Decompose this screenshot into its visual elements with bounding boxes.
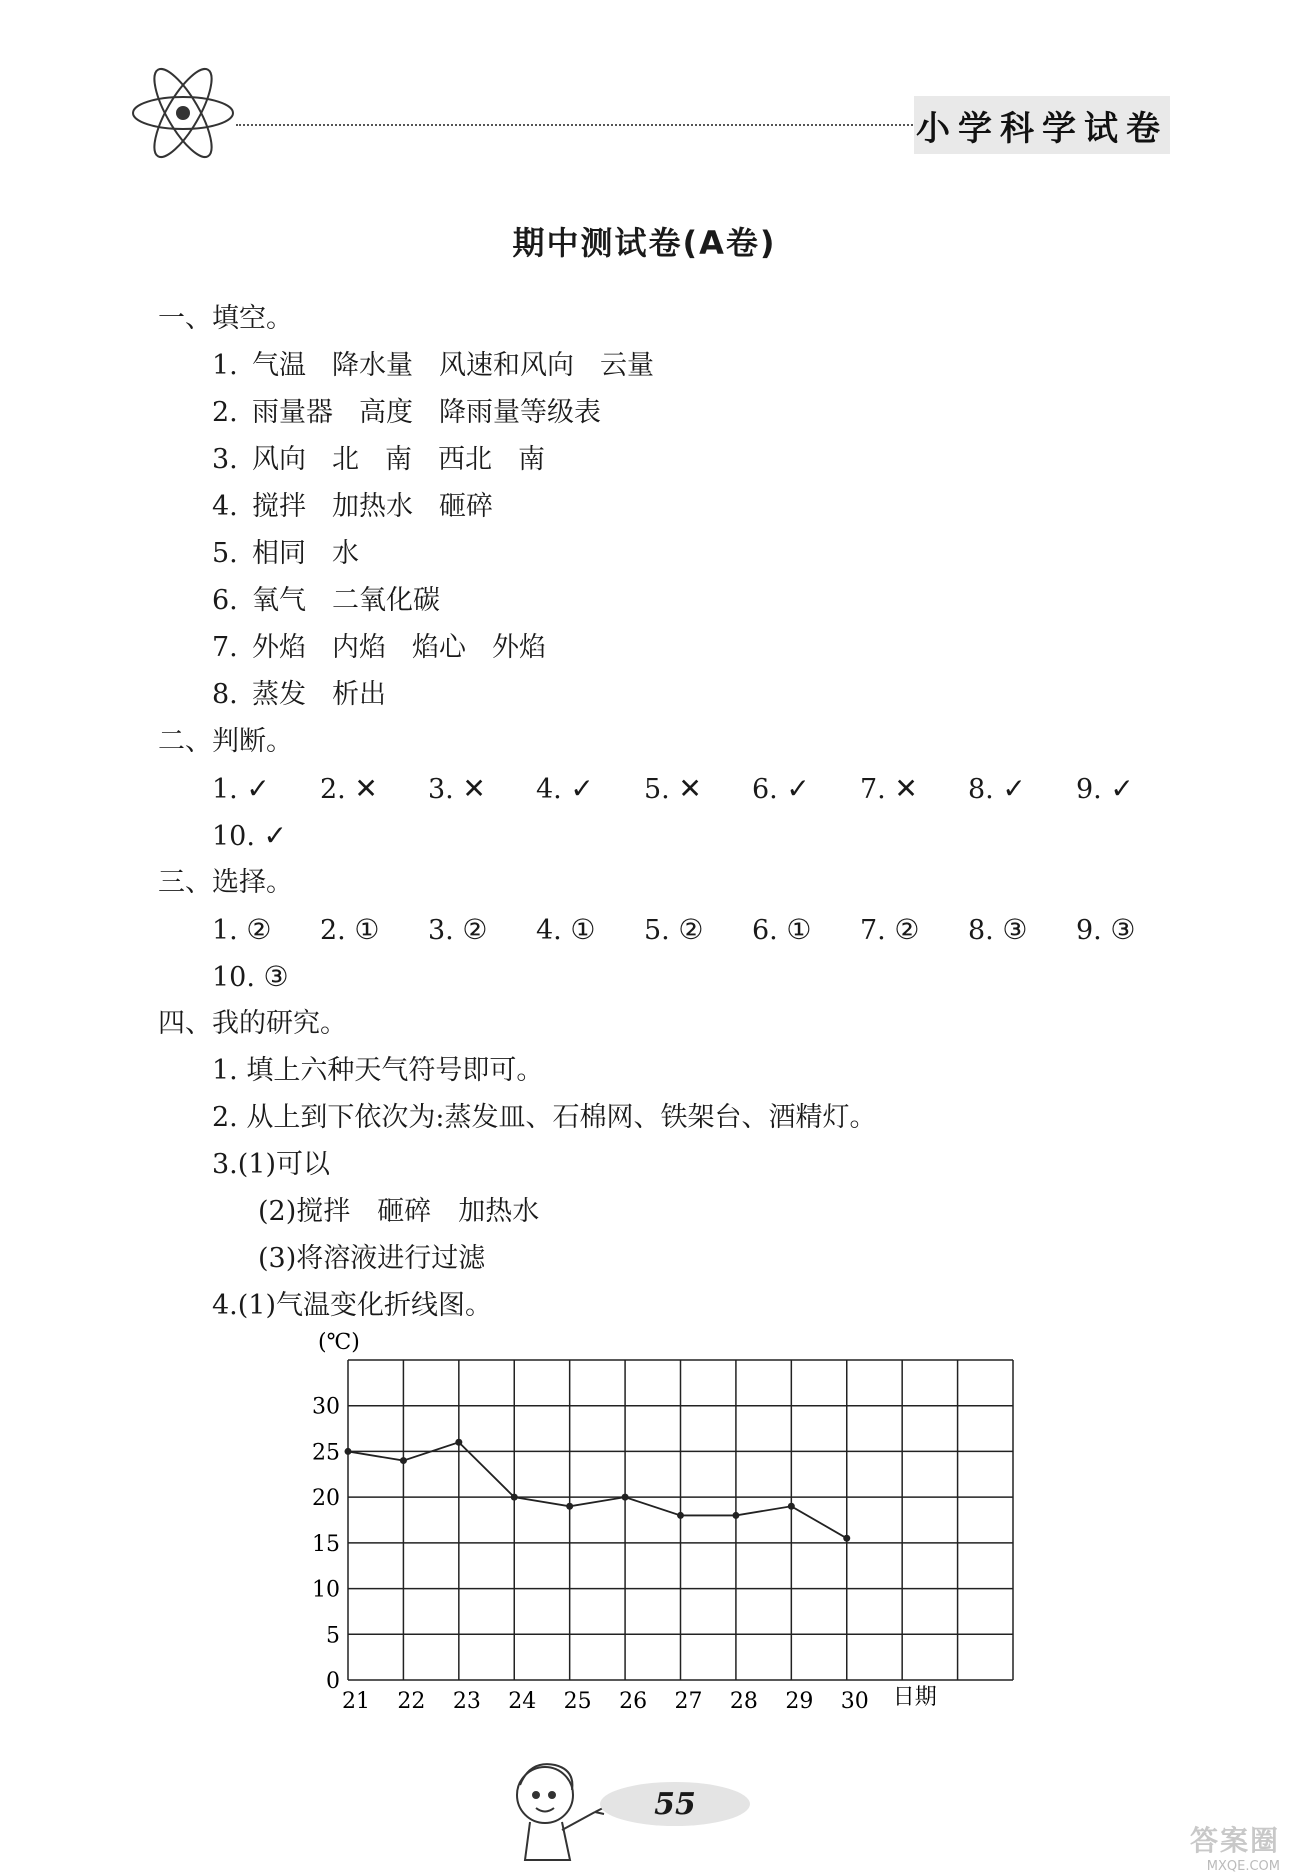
answer-mark bbox=[212, 812, 320, 860]
answer-text: 水 bbox=[332, 538, 359, 569]
page-header bbox=[0, 0, 1289, 180]
mark-symbol: ✕ bbox=[894, 772, 918, 805]
mark-symbol: ① bbox=[786, 913, 812, 946]
mark-symbol: ✓ bbox=[786, 772, 810, 805]
section-heading: 四、我的研究。 bbox=[158, 1008, 347, 1039]
item-number: 6. bbox=[752, 915, 787, 946]
mark-symbol: ③ bbox=[263, 960, 289, 993]
watermark-text: 答案圈 bbox=[1189, 1823, 1280, 1857]
y-tick-label: 20 bbox=[312, 1486, 340, 1512]
mark-symbol: ✓ bbox=[1002, 772, 1026, 805]
item-number: 8. bbox=[212, 679, 238, 710]
answer-text: 降水量 bbox=[332, 350, 413, 381]
answer-text: 外焰 bbox=[492, 632, 546, 663]
judge-row bbox=[158, 812, 1158, 859]
item-number: 2. bbox=[320, 915, 355, 946]
answer-text: 搅拌 bbox=[252, 491, 306, 522]
answer-text: 雨量器 bbox=[252, 397, 333, 428]
answer-text: 高度 bbox=[359, 397, 413, 428]
research-item: 2. 从上到下依次为:蒸发皿、石棉网、铁架台、酒精灯。 bbox=[212, 1102, 877, 1133]
mark-symbol: ③ bbox=[1110, 913, 1136, 946]
answer-mark bbox=[212, 953, 320, 1001]
answer-text: 风向 bbox=[252, 444, 306, 475]
item-number: 9. bbox=[1076, 915, 1111, 946]
fill-blank-item bbox=[158, 389, 1158, 436]
mark-symbol: ③ bbox=[1002, 913, 1028, 946]
answer-content bbox=[158, 295, 1158, 1329]
answer-text: 析出 bbox=[332, 679, 386, 710]
answer-mark bbox=[644, 765, 752, 813]
answer-text: 西北 bbox=[438, 444, 492, 475]
answer-mark bbox=[968, 906, 1076, 954]
mark-symbol: ② bbox=[894, 913, 920, 946]
item-number: 4. bbox=[536, 915, 571, 946]
answer-text: 相同 bbox=[252, 538, 306, 569]
item-number: 5. bbox=[644, 774, 679, 805]
answer-mark bbox=[644, 906, 752, 954]
answer-text: 加热水 bbox=[332, 491, 413, 522]
item-number: 1. bbox=[212, 774, 247, 805]
answer-mark bbox=[320, 906, 428, 954]
item-number: 2. bbox=[212, 397, 238, 428]
mark-symbol: ① bbox=[570, 913, 596, 946]
answer-mark bbox=[212, 906, 320, 954]
header-label: 小学科学试卷 bbox=[914, 96, 1170, 154]
x-tick-label: 22 bbox=[397, 1689, 426, 1714]
item-number: 5. bbox=[212, 538, 238, 569]
page-footer bbox=[0, 1730, 1289, 1875]
data-point bbox=[511, 1494, 518, 1501]
item-number: 8. bbox=[968, 774, 1003, 805]
y-tick-label: 0 bbox=[326, 1669, 340, 1694]
data-point bbox=[400, 1457, 407, 1464]
answer-mark bbox=[752, 906, 860, 954]
item-number: 5. bbox=[644, 915, 679, 946]
answer-text: 降雨量等级表 bbox=[439, 397, 601, 428]
answer-mark bbox=[968, 765, 1076, 813]
item-number: 7. bbox=[212, 632, 238, 663]
x-axis-label: 日期 bbox=[892, 1685, 937, 1710]
answer-text: 二氧化碳 bbox=[332, 585, 440, 616]
research-subitem: (2)搅拌 砸碎 加热水 bbox=[258, 1196, 540, 1227]
data-point bbox=[732, 1512, 739, 1519]
item-number: 7. bbox=[860, 774, 895, 805]
x-tick-label: 30 bbox=[840, 1689, 869, 1714]
item-number: 3. bbox=[428, 915, 463, 946]
temperature-line-chart bbox=[300, 1325, 1060, 1725]
item-number: 8. bbox=[968, 915, 1003, 946]
section-heading: 一、填空。 bbox=[158, 303, 293, 334]
fill-blank-list bbox=[158, 342, 1158, 718]
item-number: 10. bbox=[212, 821, 264, 852]
answer-mark bbox=[428, 765, 536, 813]
data-point bbox=[677, 1512, 684, 1519]
x-tick-label: 23 bbox=[452, 1689, 481, 1714]
series-line bbox=[348, 1442, 847, 1538]
mark-symbol: ✕ bbox=[354, 772, 378, 805]
mark-symbol: ✓ bbox=[1110, 772, 1134, 805]
answer-text: 云量 bbox=[600, 350, 654, 381]
y-tick-label: 15 bbox=[312, 1531, 340, 1557]
x-tick-label: 25 bbox=[563, 1689, 592, 1714]
research-item: 3.(1)可以 bbox=[212, 1149, 331, 1180]
item-number: 9. bbox=[1076, 774, 1111, 805]
answer-mark bbox=[536, 906, 644, 954]
answer-mark bbox=[752, 765, 860, 813]
data-point bbox=[788, 1503, 795, 1510]
item-number: 3. bbox=[428, 774, 463, 805]
data-point bbox=[345, 1448, 352, 1455]
item-number: 4. bbox=[212, 491, 238, 522]
answer-text: 蒸发 bbox=[252, 679, 306, 710]
page-number: 55 bbox=[600, 1782, 750, 1826]
item-number: 1. bbox=[212, 350, 238, 381]
y-tick-label: 5 bbox=[326, 1623, 340, 1649]
data-point bbox=[843, 1535, 850, 1542]
mark-symbol: ✕ bbox=[678, 772, 702, 805]
answer-mark bbox=[536, 765, 644, 813]
answer-text: 南 bbox=[518, 444, 545, 475]
answer-text: 焰心 bbox=[412, 632, 466, 663]
cartoon-boy-icon bbox=[500, 1750, 610, 1870]
answer-text: 氧气 bbox=[252, 585, 306, 616]
choice-row bbox=[158, 906, 1158, 953]
y-tick-label: 10 bbox=[312, 1577, 340, 1603]
fill-blank-item bbox=[158, 671, 1158, 718]
fill-blank-item bbox=[158, 342, 1158, 389]
data-point bbox=[455, 1439, 462, 1446]
answer-text: 风速和风向 bbox=[439, 350, 574, 381]
chart-svg bbox=[300, 1325, 1060, 1725]
item-number: 4. bbox=[536, 774, 571, 805]
y-axis-label: (℃) bbox=[318, 1330, 360, 1355]
answer-mark bbox=[1076, 906, 1184, 954]
research-subitem: (3)将溶液进行过滤 bbox=[258, 1243, 486, 1274]
watermark-logo bbox=[1130, 1820, 1280, 1872]
answer-mark bbox=[1076, 765, 1184, 813]
watermark-url: MXQE.COM bbox=[1206, 1858, 1280, 1874]
mark-symbol: ② bbox=[246, 913, 272, 946]
fill-blank-item bbox=[158, 436, 1158, 483]
y-tick-label: 25 bbox=[312, 1440, 340, 1466]
answer-text: 外焰 bbox=[252, 632, 306, 663]
item-number: 1. bbox=[212, 915, 247, 946]
x-tick-label: 26 bbox=[619, 1689, 648, 1714]
mark-symbol: ✓ bbox=[246, 772, 270, 805]
data-point bbox=[566, 1503, 573, 1510]
x-tick-label: 24 bbox=[508, 1689, 537, 1714]
mark-symbol: ② bbox=[462, 913, 488, 946]
answer-text: 砸碎 bbox=[439, 491, 493, 522]
y-tick-label: 30 bbox=[312, 1394, 340, 1420]
answer-mark bbox=[212, 765, 320, 813]
x-tick-label: 27 bbox=[674, 1689, 703, 1714]
x-tick-label: 21 bbox=[342, 1689, 370, 1714]
x-tick-label: 29 bbox=[785, 1689, 814, 1714]
answer-text: 气温 bbox=[252, 350, 306, 381]
atom-icon bbox=[128, 58, 238, 168]
data-point bbox=[622, 1494, 629, 1501]
mark-symbol: ✕ bbox=[462, 772, 486, 805]
fill-blank-item bbox=[158, 483, 1158, 530]
mark-symbol: ② bbox=[678, 913, 704, 946]
mark-symbol: ✓ bbox=[263, 819, 287, 852]
mark-symbol: ✓ bbox=[570, 772, 594, 805]
x-tick-label: 28 bbox=[729, 1689, 758, 1714]
answer-mark bbox=[860, 906, 968, 954]
answer-text: 内焰 bbox=[332, 632, 386, 663]
mark-symbol: ① bbox=[354, 913, 380, 946]
answer-mark bbox=[428, 906, 536, 954]
item-number: 3. bbox=[212, 444, 238, 475]
fill-blank-item bbox=[158, 577, 1158, 624]
judge-row bbox=[158, 765, 1158, 812]
item-number: 7. bbox=[860, 915, 895, 946]
section-heading: 二、判断。 bbox=[158, 726, 293, 757]
item-number: 6. bbox=[212, 585, 238, 616]
research-item: 1. 填上六种天气符号即可。 bbox=[212, 1055, 544, 1086]
item-number: 6. bbox=[752, 774, 787, 805]
answer-mark bbox=[320, 765, 428, 813]
answer-text: 南 bbox=[385, 444, 412, 475]
fill-blank-item bbox=[158, 530, 1158, 577]
answer-text: 北 bbox=[332, 444, 359, 475]
header-divider bbox=[236, 124, 916, 126]
answer-mark bbox=[860, 765, 968, 813]
item-number: 2. bbox=[320, 774, 355, 805]
fill-blank-item bbox=[158, 624, 1158, 671]
research-item: 4.(1)气温变化折线图。 bbox=[212, 1290, 493, 1321]
choice-row bbox=[158, 953, 1158, 1000]
item-number: 10. bbox=[212, 962, 264, 993]
page-title: 期中测试卷(A卷) bbox=[512, 224, 777, 262]
section-heading: 三、选择。 bbox=[158, 867, 293, 898]
